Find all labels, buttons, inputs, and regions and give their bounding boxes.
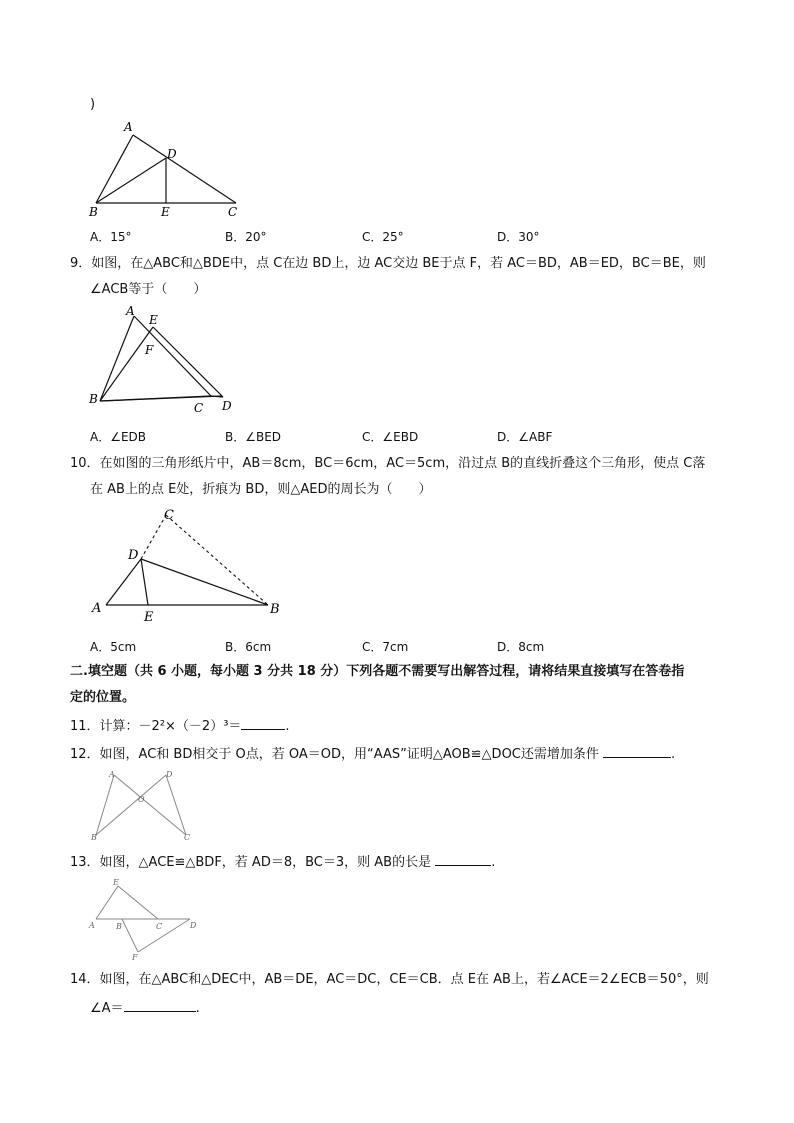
q9-stem-line2: ∠ACB等于（ ） [90,282,207,297]
q8-label-c: C [228,205,238,219]
q9-label-f: F [145,343,154,357]
q14-answer-blank[interactable] [124,999,196,1012]
q9-label-e: E [149,313,158,327]
q12-end: . [671,747,676,762]
q8-tail: ) [90,97,96,112]
q8-figure [86,118,246,220]
q13-label-e: E [113,878,119,887]
q13-text: 13．如图，△ACE≌△BDF，若 AD＝8，BC＝3，则 AB的长是 [70,855,432,870]
section2-heading-line1: 二.填空题（共 6 小题，每小题 3 分共 18 分）下列各题不需要写出解答过程，请将结果直接填写在答卷指 [70,664,685,679]
q8-label-a: A [124,120,133,134]
q11-text: 11．计算：－2²×（－2）³＝ [70,719,242,734]
q9-label-b: B [89,392,98,406]
q12-label-d: D [166,770,173,779]
q10-label-e: E [144,610,154,625]
q9-figure [86,303,246,418]
q10-option-a: A．5cm [90,640,137,654]
q14-text: ∠A＝ [90,1001,124,1016]
q10-option-d: D．8cm [497,640,545,654]
q10-label-c: C [164,508,174,523]
q9-label-c: C [194,401,204,415]
q10-option-c: C．7cm [362,640,409,654]
q8-option-d: D．30° [497,230,540,244]
q11-answer-blank[interactable] [241,717,285,730]
q14-end: . [195,1001,200,1016]
q10-label-b: B [270,602,280,617]
q12-label-b: B [91,833,97,842]
q10-figure [86,505,286,625]
q11-line [70,717,290,736]
q8-label-b: B [89,205,98,219]
q13-label-a: A [89,921,95,930]
q8-label-e: E [161,205,170,219]
q13-label-d: D [190,921,197,930]
q10-label-a: A [92,601,102,616]
q12-label-o: O [138,795,145,804]
q14-line2 [90,999,200,1018]
q9-label-d: D [222,399,232,413]
q9-option-b: B．∠BED [225,430,282,444]
q9-option-a: A．∠EDB [90,430,147,444]
q13-answer-blank[interactable] [435,853,491,866]
q12-line [70,745,675,764]
q13-label-f: F [132,953,138,962]
q12-label-c: C [184,833,191,842]
q8-option-c: C．25° [362,230,404,244]
q8-option-a: A．15° [90,230,132,244]
q13-figure [86,876,202,962]
q8-option-b: B．20° [225,230,267,244]
section2-heading-line2: 定的位置。 [70,690,136,705]
q10-label-d: D [128,548,139,563]
q13-line [70,853,495,872]
q13-label-b: B [116,922,122,931]
q9-option-d: D．∠ABF [497,430,553,444]
q10-option-b: B．6cm [225,640,272,654]
q12-text: 12．如图，AC和 BD相交于 O点，若 OA＝OD，用“AAS”证明△AOB≌△DOC还需增加条件 [70,747,599,762]
q13-label-c: C [156,922,163,931]
q9-option-c: C．∠EBD [362,430,419,444]
q8-label-d: D [167,147,177,161]
q13-end: . [491,855,496,870]
q14-stem-line1: 14．如图，在△ABC和△DEC中，AB＝DE，AC＝DC，CE＝CB．点 E在 AB上，若∠ACE＝2∠ECB＝50°，则 [70,972,709,987]
q12-label-a: A [109,770,115,779]
q12-figure [86,769,196,843]
q9-stem-line1: 9．如图，在△ABC和△BDE中，点 C在边 BD上，边 AC交边 BE于点 F，若 AC＝BD，AB＝ED，BC＝BE，则 [70,256,706,271]
q10-stem-line2: 在 AB上的点 E处，折痕为 BD，则△AED的周长为（ ） [90,482,432,497]
q10-stem-line1: 10．在如图的三角形纸片中，AB＝8cm，BC＝6cm，AC＝5cm，沿过点 B的直线折叠这个三角形，使点 C落 [70,456,706,471]
q9-label-a: A [126,304,135,318]
q11-end: . [285,719,290,734]
q12-answer-blank[interactable] [603,745,671,758]
